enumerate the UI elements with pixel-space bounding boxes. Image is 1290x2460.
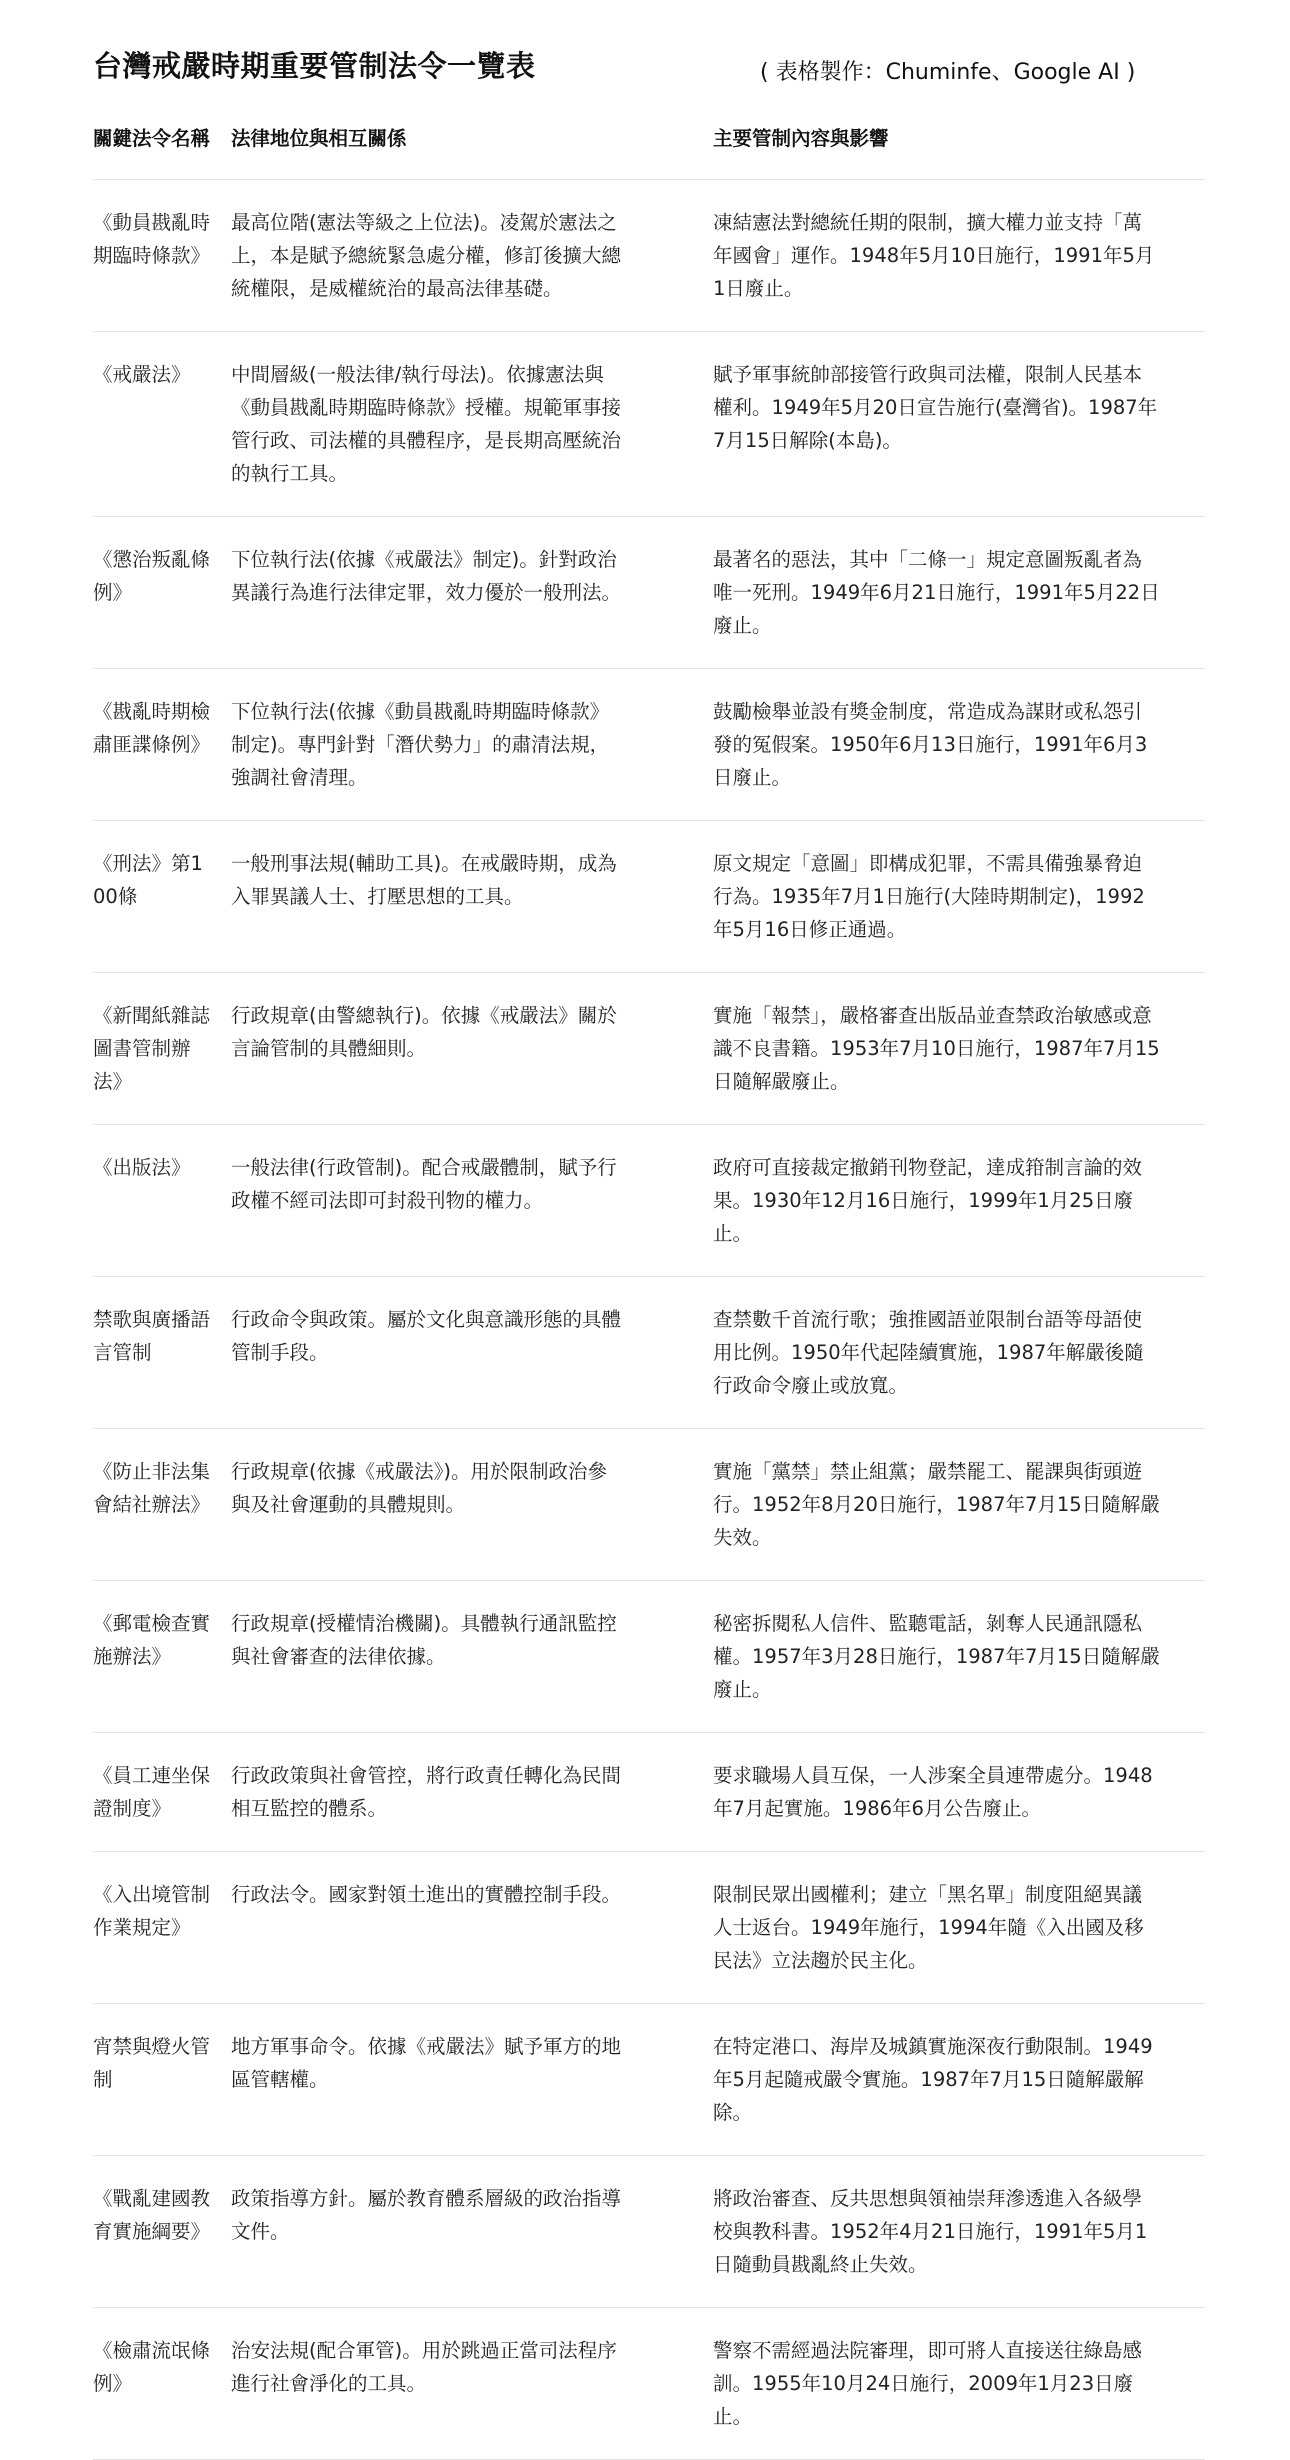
control-content-cell: 原文規定「意圖」即構成犯罪，不需具備強暴脅迫行為。1935年7月1日施行(大陸時期制定)，1992年5月16日修正通過。: [713, 852, 1145, 941]
law-name-cell: 《出版法》: [93, 1156, 191, 1179]
control-content-cell: 限制民眾出國權利；建立「黑名單」制度阻絕異議人士返台。1949年施行，1994年隨《入出國及移民法》立法趨於民主化。: [713, 1883, 1144, 1972]
law-name-cell: 《檢肅流氓條例》: [93, 2339, 211, 2395]
control-content-cell: 賦予軍事統帥部接管行政與司法權，限制人民基本權利。1949年5月20日宣告施行(臺灣省)。1987年7月15日解除(本島)。: [713, 363, 1158, 452]
law-name-cell: 《戒嚴法》: [93, 363, 191, 386]
law-name-cell: 禁歌與廣播語言管制: [93, 1308, 211, 1364]
law-name-cell: 《戰亂建國教育實施綱要》: [93, 2187, 211, 2243]
law-name-cell: 《防止非法集會結社辦法》: [93, 1460, 211, 1516]
table-row: [93, 821, 1205, 973]
control-content-cell: 實施「報禁」，嚴格審查出版品並查禁政治敏感或意識不良書籍。1953年7月10日施行，1987年7月15日隨解嚴廢止。: [713, 1004, 1160, 1093]
legal-status-cell: 行政規章(由警總執行)。依據《戒嚴法》關於言論管制的具體細則。: [231, 1004, 617, 1060]
legal-status-cell: 政策指導方針。屬於教育體系層級的政治指導文件。: [231, 2187, 622, 2243]
table-row: [93, 1852, 1205, 2004]
regulations-table: [93, 112, 1205, 2460]
law-name-cell: 《動員戡亂時期臨時條款》: [93, 211, 211, 267]
legal-status-cell: 地方軍事命令。依據《戒嚴法》賦予軍方的地區管轄權。: [231, 2035, 622, 2091]
table-header-row: [93, 112, 1205, 180]
law-name-cell: 《入出境管制作業規定》: [93, 1883, 211, 1939]
law-name-cell: 《郵電檢查實施辦法》: [93, 1612, 211, 1668]
law-name-cell: 《員工連坐保證制度》: [93, 1764, 211, 1820]
law-name-cell: 《戡亂時期檢肅匪諜條例》: [93, 700, 211, 756]
table-row: [93, 1733, 1205, 1852]
legal-status-cell: 行政法令。國家對領土進出的實體控制手段。: [231, 1883, 622, 1906]
table-row: [93, 973, 1205, 1125]
legal-status-cell: 行政規章(授權情治機關)。具體執行通訊監控與社會審查的法律依據。: [231, 1612, 617, 1668]
legal-status-cell: 行政政策與社會管控，將行政責任轉化為民間相互監控的體系。: [231, 1764, 622, 1820]
table-body: [93, 180, 1205, 2460]
control-content-cell: 凍結憲法對總統任期的限制，擴大權力並支持「萬年國會」運作。1948年5月10日施行，1991年5月1日廢止。: [713, 211, 1155, 300]
table-row: [93, 517, 1205, 669]
table-row: [93, 1277, 1205, 1429]
control-content-cell: 將政治審查、反共思想與領袖崇拜滲透進入各級學校與教科書。1952年4月21日施行，1991年5月1日隨動員戡亂終止失效。: [713, 2187, 1148, 2276]
legal-status-cell: 下位執行法(依據《動員戡亂時期臨時條款》制定)。專門針對「潛伏勢力」的肅清法規，強調社會清理。: [231, 700, 610, 789]
law-name-cell: 《懲治叛亂條例》: [93, 548, 211, 604]
table-row: [93, 332, 1205, 517]
table-row: [93, 1429, 1205, 1581]
control-content-cell: 政府可直接裁定撤銷刊物登記，達成箝制言論的效果。1930年12月16日施行，1999年1月25日廢止。: [713, 1156, 1143, 1245]
control-content-cell: 秘密拆閱私人信件、監聽電話，剝奪人民通訊隱私權。1957年3月28日施行，1987年7月15日隨解嚴廢止。: [713, 1612, 1160, 1701]
table-row: [93, 2156, 1205, 2308]
table-row: [93, 180, 1205, 332]
control-content-cell: 實施「黨禁」禁止組黨；嚴禁罷工、罷課與街頭遊行。1952年8月20日施行，1987年7月15日隨解嚴失效。: [713, 1460, 1160, 1549]
page-title: 台灣戒嚴時期重要管制法令一覽表: [93, 49, 536, 83]
table-row: [93, 669, 1205, 821]
control-content-cell: 要求職場人員互保，一人涉案全員連帶處分。1948年7月起實施。1986年6月公告廢止。: [713, 1764, 1153, 1820]
law-name-cell: 宵禁與燈火管制: [93, 2035, 211, 2091]
control-content-cell: 警察不需經過法院審理，即可將人直接送往綠島感訓。1955年10月24日施行，2009年1月23日廢止。: [713, 2339, 1143, 2428]
control-content-cell: 鼓勵檢舉並設有獎金制度，常造成為謀財或私怨引發的冤假案。1950年6月13日施行，1991年6月3日廢止。: [713, 700, 1148, 789]
legal-status-cell: 一般刑事法規(輔助工具)。在戒嚴時期，成為入罪異議人士、打壓思想的工具。: [231, 852, 617, 908]
law-name-cell: 《新聞紙雜誌圖書管制辦法》: [93, 1004, 211, 1093]
law-name-cell: 《刑法》第100條: [93, 852, 203, 908]
column-header-name: 關鍵法令名稱: [93, 127, 211, 150]
column-header-content: 主要管制內容與影響: [713, 127, 889, 150]
control-content-cell: 最著名的惡法，其中「二條一」規定意圖叛亂者為唯一死刑。1949年6月21日施行，1991年5月22日廢止。: [713, 548, 1160, 637]
legal-status-cell: 治安法規(配合軍管)。用於跳過正當司法程序進行社會淨化的工具。: [231, 2339, 617, 2395]
table-row: [93, 2004, 1205, 2156]
column-header-status: 法律地位與相互關係: [231, 127, 407, 150]
legal-status-cell: 行政規章(依據《戒嚴法》)。用於限制政治參與及社會運動的具體規則。: [231, 1460, 607, 1516]
control-content-cell: 查禁數千首流行歌；強推國語並限制台語等母語使用比例。1950年代起陸續實施，1987年解嚴後隨行政命令廢止或放寬。: [713, 1308, 1144, 1397]
control-content-cell: 在特定港口、海岸及城鎮實施深夜行動限制。1949年5月起隨戒嚴令實施。1987年7月15日隨解嚴解除。: [713, 2035, 1153, 2124]
table-row: [93, 1581, 1205, 1733]
table-row: [93, 2308, 1205, 2460]
legal-status-cell: 下位執行法(依據《戒嚴法》制定)。針對政治異議行為進行法律定罪，效力優於一般刑法。: [231, 548, 622, 604]
table-credit: ( 表格製作：Chuminfe、Google AI ): [760, 60, 1136, 85]
legal-status-cell: 最高位階(憲法等級之上位法)。凌駕於憲法之上，本是賦予總統緊急處分權，修訂後擴大總統權限，是威權統治的最高法律基礎。: [231, 211, 622, 300]
legal-status-cell: 中間層級(一般法律/執行母法)。依據憲法與《動員戡亂時期臨時條款》授權。規範軍事接管行政、司法權的具體程序，是長期高壓統治的執行工具。: [231, 363, 622, 485]
legal-status-cell: 一般法律(行政管制)。配合戒嚴體制，賦予行政權不經司法即可封殺刊物的權力。: [231, 1156, 617, 1212]
legal-status-cell: 行政命令與政策。屬於文化與意識形態的具體管制手段。: [231, 1308, 622, 1364]
table-row: [93, 1125, 1205, 1277]
